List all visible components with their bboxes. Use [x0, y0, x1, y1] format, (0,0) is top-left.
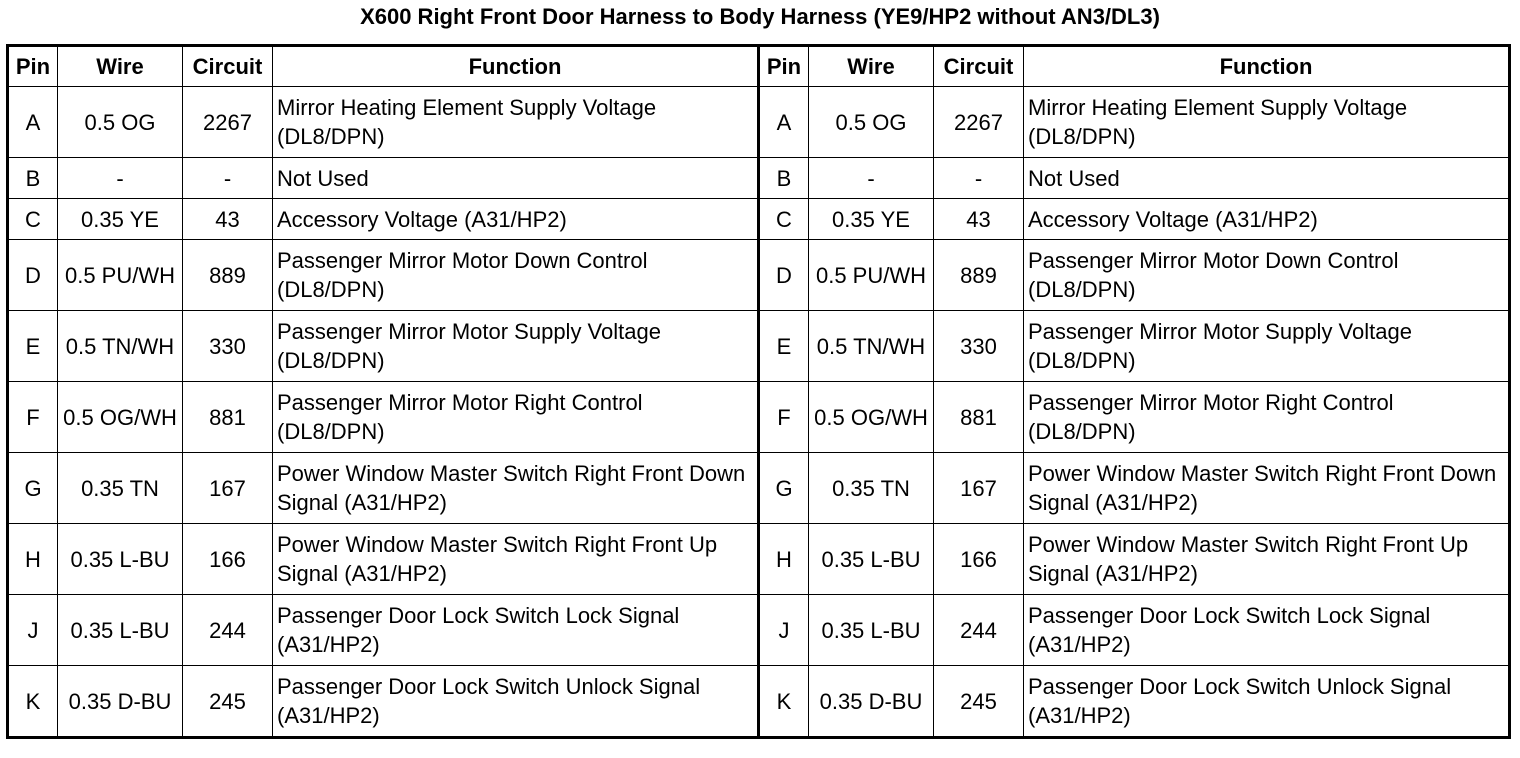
- function-cell: Passenger Door Lock Switch Lock Signal (A31/HP2): [1024, 595, 1510, 666]
- circuit-cell: 166: [183, 524, 273, 595]
- table-row: [8, 382, 1510, 453]
- circuit-cell: 244: [934, 595, 1024, 666]
- pin-cell: F: [8, 382, 58, 453]
- connector-table: [6, 44, 1511, 739]
- function-cell: Mirror Heating Element Supply Voltage (DL8/DPN): [1024, 87, 1510, 158]
- pin-cell: G: [8, 453, 58, 524]
- circuit-cell: 245: [183, 666, 273, 738]
- wire-cell: 0.35 YE: [58, 199, 183, 240]
- wire-cell: 0.5 OG/WH: [809, 382, 934, 453]
- wire-cell: 0.5 OG: [58, 87, 183, 158]
- pin-cell: C: [8, 199, 58, 240]
- function-cell: Passenger Mirror Motor Down Control (DL8/DPN): [1024, 240, 1510, 311]
- function-cell: Passenger Mirror Motor Down Control (DL8/DPN): [273, 240, 759, 311]
- pin-cell: D: [759, 240, 809, 311]
- wire-cell: 0.35 D-BU: [58, 666, 183, 738]
- pin-cell: K: [8, 666, 58, 738]
- function-cell: Passenger Mirror Motor Supply Voltage (DL8/DPN): [1024, 311, 1510, 382]
- header-function: Function: [273, 46, 759, 87]
- pin-cell: B: [8, 158, 58, 199]
- wire-cell: 0.35 L-BU: [58, 524, 183, 595]
- header-wire: Wire: [58, 46, 183, 87]
- pin-cell: G: [759, 453, 809, 524]
- wire-cell: 0.35 YE: [809, 199, 934, 240]
- function-cell: Accessory Voltage (A31/HP2): [273, 199, 759, 240]
- table-row: [8, 666, 1510, 738]
- table-row: [8, 158, 1510, 199]
- circuit-cell: 167: [183, 453, 273, 524]
- pin-cell: E: [8, 311, 58, 382]
- page-title: X600 Right Front Door Harness to Body Harness (YE9/HP2 without AN3/DL3): [360, 4, 1160, 29]
- pin-cell: K: [759, 666, 809, 738]
- function-cell: Power Window Master Switch Right Front Up Signal (A31/HP2): [1024, 524, 1510, 595]
- pin-cell: H: [8, 524, 58, 595]
- table-row: [8, 524, 1510, 595]
- circuit-cell: 166: [934, 524, 1024, 595]
- wire-cell: 0.5 TN/WH: [809, 311, 934, 382]
- wire-cell: 0.5 OG/WH: [58, 382, 183, 453]
- pin-cell: H: [759, 524, 809, 595]
- header-circuit: Circuit: [183, 46, 273, 87]
- function-cell: Passenger Mirror Motor Supply Voltage (DL8/DPN): [273, 311, 759, 382]
- wire-cell: 0.5 PU/WH: [58, 240, 183, 311]
- pin-cell: B: [759, 158, 809, 199]
- wire-cell: -: [58, 158, 183, 199]
- function-cell: Not Used: [273, 158, 759, 199]
- wire-cell: -: [809, 158, 934, 199]
- circuit-cell: 244: [183, 595, 273, 666]
- pin-cell: A: [8, 87, 58, 158]
- circuit-cell: 43: [183, 199, 273, 240]
- pin-cell: F: [759, 382, 809, 453]
- table-row: [8, 240, 1510, 311]
- function-cell: Mirror Heating Element Supply Voltage (DL8/DPN): [273, 87, 759, 158]
- wire-cell: 0.35 L-BU: [809, 595, 934, 666]
- pin-cell: A: [759, 87, 809, 158]
- circuit-cell: -: [183, 158, 273, 199]
- function-cell: Power Window Master Switch Right Front Down Signal (A31/HP2): [1024, 453, 1510, 524]
- header-function: Function: [1024, 46, 1510, 87]
- function-cell: Accessory Voltage (A31/HP2): [1024, 199, 1510, 240]
- header-wire: Wire: [809, 46, 934, 87]
- pin-cell: C: [759, 199, 809, 240]
- pin-cell: J: [759, 595, 809, 666]
- wire-cell: 0.35 TN: [58, 453, 183, 524]
- circuit-cell: 881: [934, 382, 1024, 453]
- header-circuit: Circuit: [934, 46, 1024, 87]
- wire-cell: 0.35 TN: [809, 453, 934, 524]
- pin-cell: E: [759, 311, 809, 382]
- function-cell: Not Used: [1024, 158, 1510, 199]
- table-row: [8, 595, 1510, 666]
- circuit-cell: 881: [183, 382, 273, 453]
- function-cell: Passenger Door Lock Switch Unlock Signal (A31/HP2): [273, 666, 759, 738]
- circuit-cell: 43: [934, 199, 1024, 240]
- table-row: [8, 311, 1510, 382]
- circuit-cell: 245: [934, 666, 1024, 738]
- pin-cell: D: [8, 240, 58, 311]
- function-cell: Power Window Master Switch Right Front Up Signal (A31/HP2): [273, 524, 759, 595]
- table-row: [8, 199, 1510, 240]
- wire-cell: 0.35 L-BU: [809, 524, 934, 595]
- circuit-cell: 330: [183, 311, 273, 382]
- table-row: [8, 87, 1510, 158]
- function-cell: Power Window Master Switch Right Front Down Signal (A31/HP2): [273, 453, 759, 524]
- circuit-cell: 2267: [183, 87, 273, 158]
- function-cell: Passenger Mirror Motor Right Control (DL8/DPN): [1024, 382, 1510, 453]
- circuit-cell: 889: [183, 240, 273, 311]
- wire-cell: 0.35 L-BU: [58, 595, 183, 666]
- circuit-cell: -: [934, 158, 1024, 199]
- circuit-cell: 330: [934, 311, 1024, 382]
- circuit-cell: 2267: [934, 87, 1024, 158]
- pin-cell: J: [8, 595, 58, 666]
- wire-cell: 0.5 TN/WH: [58, 311, 183, 382]
- table-row: [8, 453, 1510, 524]
- wire-cell: 0.5 PU/WH: [809, 240, 934, 311]
- function-cell: Passenger Door Lock Switch Unlock Signal (A31/HP2): [1024, 666, 1510, 738]
- wire-cell: 0.35 D-BU: [809, 666, 934, 738]
- header-pin: Pin: [8, 46, 58, 87]
- function-cell: Passenger Mirror Motor Right Control (DL8/DPN): [273, 382, 759, 453]
- circuit-cell: 167: [934, 453, 1024, 524]
- circuit-cell: 889: [934, 240, 1024, 311]
- header-row: [8, 46, 1510, 87]
- function-cell: Passenger Door Lock Switch Lock Signal (A31/HP2): [273, 595, 759, 666]
- wire-cell: 0.5 OG: [809, 87, 934, 158]
- header-pin: Pin: [759, 46, 809, 87]
